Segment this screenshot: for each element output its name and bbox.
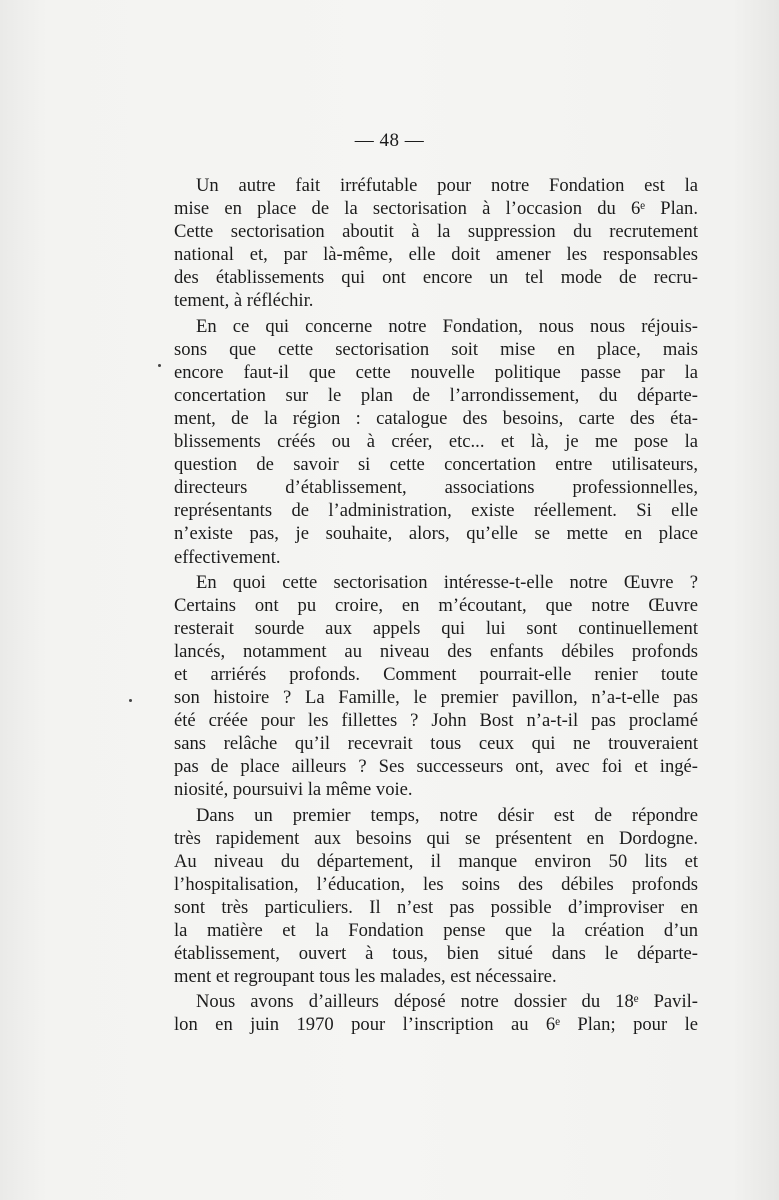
text-line: effectivement. — [174, 546, 281, 568]
text-line: En quoi cette sectorisation intéresse-t-elle notre Œuvre ? — [196, 571, 698, 593]
body-text — [174, 174, 698, 1036]
text-line: Au niveau du département, il manque environ 50 lits et — [174, 850, 698, 872]
text-line: Dans un premier temps, notre désir est de répondre — [196, 804, 698, 826]
text-line: niosité, poursuivi la même voie. — [174, 779, 413, 801]
text-line: représentants de l’administration, existe réellement. Si elle — [174, 500, 698, 522]
text-line: Certains ont pu croire, en m’écoutant, que notre Œuvre — [174, 594, 698, 616]
paragraph-3 — [174, 571, 698, 802]
text-line: mise en place de la sectorisation à l’occasion du 6ᵉ Plan. — [174, 198, 698, 220]
text-line: directeurs d’établissement, associations professionnelles, — [174, 477, 698, 499]
ink-speck — [158, 364, 161, 367]
text-line: la matière et la Fondation pense que la création d’un — [174, 920, 698, 941]
paragraph-2 — [174, 315, 698, 569]
text-line: sons que cette sectorisation soit mise en place, mais — [174, 338, 698, 360]
text-line: ment et regroupant tous les malades, est nécessaire. — [174, 966, 557, 988]
text-line: sont très particuliers. Il n’est pas possible d’improviser en — [174, 896, 698, 918]
text-line: blissements créés ou à créer, etc... et là, je me pose la — [174, 431, 698, 453]
paragraph-5 — [174, 990, 698, 1036]
text-line: encore faut-il que cette nouvelle politique passe par la — [174, 361, 698, 383]
text-line: tement, à réfléchir. — [174, 290, 314, 312]
text-line: concertation sur le plan de l’arrondissement, du départe- — [174, 384, 698, 406]
text-line: et arriérés profonds. Comment pourrait-elle renier toute — [174, 663, 698, 685]
text-line: Nous avons d’ailleurs déposé notre dossier du 18ᵉ Pavil- — [196, 991, 698, 1013]
text-line: des établissements qui ont encore un tel mode de recru- — [174, 267, 698, 289]
paragraph-1 — [174, 174, 698, 313]
text-line: très rapidement aux besoins qui se présentent en Dordogne. — [174, 827, 698, 849]
text-line: lon en juin 1970 pour l’inscription au 6ᵉ Plan; pour le — [174, 1014, 698, 1036]
text-line: n’existe pas, je souhaite, alors, qu’elle se mette en place — [174, 523, 698, 545]
text-line: national et, par là-même, elle doit amener les responsables — [174, 244, 698, 266]
text-line: son histoire ? La Famille, le premier pavillon, n’a-t-elle pas — [174, 687, 698, 709]
text-line: établissement, ouvert à tous, bien situé dans le départe- — [174, 943, 698, 965]
text-line: question de savoir si cette concertation entre utilisateurs, — [174, 454, 698, 476]
text-line: l’hospitalisation, l’éducation, les soins des débiles profonds — [174, 873, 698, 895]
text-line: Un autre fait irréfutable pour notre Fondation est la — [196, 175, 698, 196]
text-line: sans relâche qu’il recevrait tous ceux qui ne trouveraient — [174, 733, 698, 755]
text-line: été créée pour les fillettes ? John Bost n’a-t-il pas proclamé — [174, 710, 698, 732]
ink-speck — [129, 699, 132, 702]
text-line: resterait sourde aux appels qui lui sont continuellement — [174, 617, 698, 639]
text-line: pas de place ailleurs ? Ses successeurs ont, avec foi et ingé- — [174, 756, 698, 778]
page-number: — 48 — — [354, 130, 425, 151]
text-line: ment, de la région : catalogue des besoins, carte des éta- — [174, 407, 698, 429]
text-line: Cette sectorisation aboutit à la suppression du recrutement — [174, 221, 698, 243]
text-line: En ce qui concerne notre Fondation, nous nous réjouis- — [196, 315, 698, 337]
text-line: lancés, notamment au niveau des enfants débiles profonds — [174, 640, 698, 662]
paragraph-4 — [174, 804, 698, 989]
